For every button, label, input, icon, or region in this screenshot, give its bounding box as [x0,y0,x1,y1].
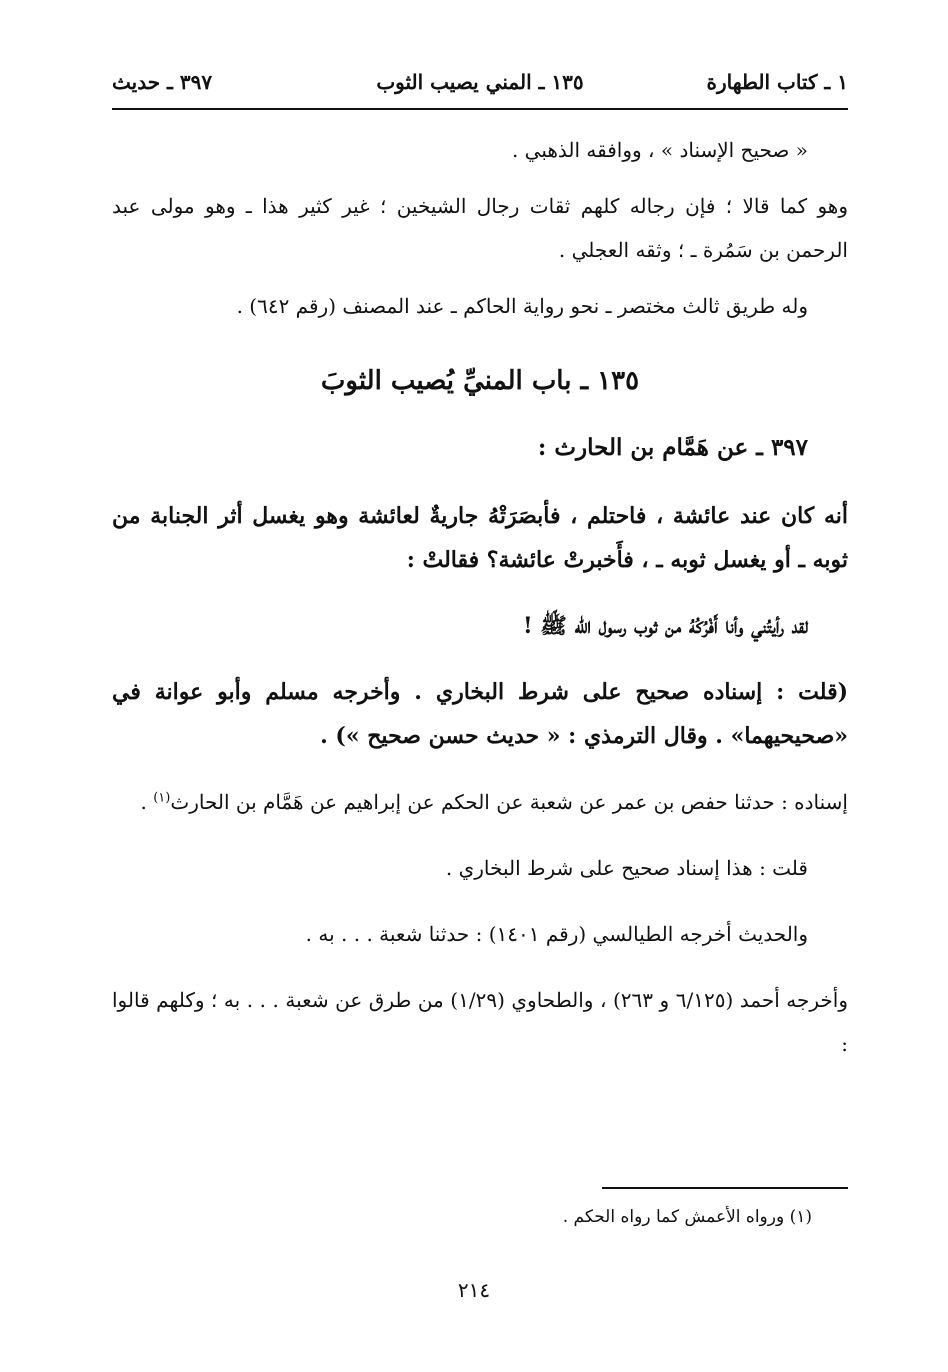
paragraph-ahmad-tahawi: وأخرجه أحمد (٦/١٢٥ و ٢٦٣) ، والطحاوي (١/٢٩) من طرق عن شعبة . . . به ؛ وكلهم قالوا : [112,988,849,1056]
header-hadith-number: ٣٩٧ ـ حديث [112,70,213,94]
hadith-heading: ٣٩٧ ـ عن هَمَّام بن الحارث : [537,434,808,461]
paragraph-third-route: وله طريق ثالث مختصر ـ نحو رواية الحاكم ـ عند المصنف (رقم ٦٤٢) . [236,294,808,318]
isnad-text: إسناده : حدثنا حفص بن عمر عن شعبة عن الحكم عن إبراهيم عن هَمَّام بن الحارث [170,790,848,814]
footnote-divider [602,1187,848,1189]
grading-paragraph: (قلت : إسناده صحيح على شرط البخاري . وأخرجه مسلم وأبو عوانة في «صحيحيهما» . وقال الترمذي : « حديث حسن صحيح ») . [112,679,848,749]
paragraph-tayalisi: والحديث أخرجه الطيالسي (رقم ١٤٠١) : حدثنا شعبة . . . به . [305,922,808,946]
footnote: (١) ورواه الأعمش كما رواه الحكم . [562,1207,812,1227]
chapter-title: ١٣٥ ـ باب المنيِّ يُصيب الثوبَ [320,366,640,396]
header-book-title: ١ ـ كتاب الطهارة [706,70,848,94]
hadith-quote: لقد رأيتُني وأنا أَفْرُكُهُ من ثوب رسول الله ﷺ ! [522,613,808,639]
page-body [112,128,848,1066]
isnad-paragraph [112,780,848,824]
page-number: ٢١٤ [457,1278,491,1302]
hadith-text: أنه كان عند عائشة ، فاحتلم ، فأبصَرَتْهُ جاريةٌ لعائشة وهو يغسل أثر الجنابة من ثوبه ـ أو يغسل ثوبه ـ ، فأَخبرتْ عائشة؟ فقالتْ : [112,503,848,573]
header-chapter-title: ١٣٥ ـ المني يصيب الثوب [376,70,584,94]
paragraph-author-note: قلت : هذا إسناد صحيح على شرط البخاري . [445,856,808,880]
paragraph-narrators: وهو كما قالا ؛ فإن رجاله كلهم ثقات رجال الشيخين ؛ غير كثير هذا ـ وهو مولى عبد الرحمن بن سَمُرة ـ ؛ وثقه العجلي . [112,194,848,262]
paragraph-hakim-grading: « صحيح الإسناد » ، ووافقه الذهبي . [511,138,808,162]
footnote-reference: (١) [153,790,171,806]
isnad-end: . [140,790,154,814]
header-divider [112,108,848,110]
running-header [112,70,848,100]
